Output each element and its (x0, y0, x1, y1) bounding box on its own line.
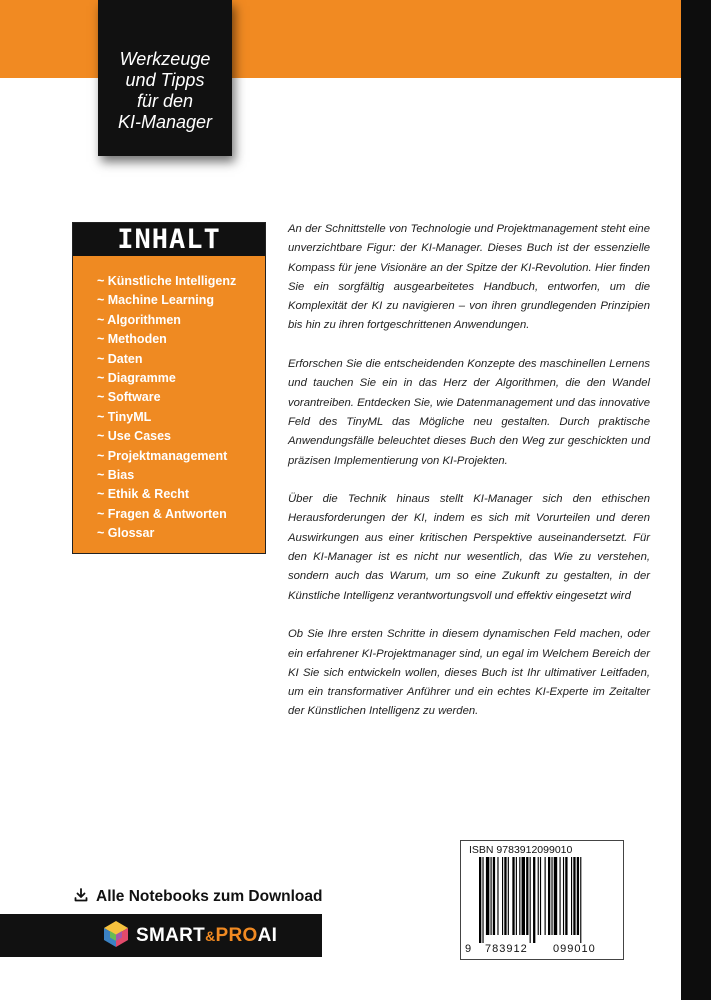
download-notice (74, 886, 322, 908)
cube-logo-icon (102, 920, 130, 953)
blurb-paragraph: An der Schnittstelle von Technologie und Projektmanagement steht eine unverzichtbare Figur: der KI-Manager. Dieses Buch ist der essenzielle Kompass für jene Visionäre an der Spitze der KI-Revolution. Hier finden Sie ein sorgfältig ausgearbeitetes Handbuch, entworfen, um die Komplexität der KI zu navigieren – von ihren grundlegenden Prinzipien bis hin zu ihren fortgeschrittenen Anwendungen. (288, 223, 650, 332)
barcode-bars (469, 857, 617, 943)
barcode-bar (512, 857, 514, 935)
barcode-bar (577, 857, 579, 935)
subtitle-line: KI-Manager (117, 112, 213, 132)
barcode-bar (493, 857, 495, 935)
barcode-bar (516, 857, 517, 935)
toc-item: ~ Use Cases (97, 429, 172, 444)
publisher-name-part: AI (257, 925, 278, 946)
barcode-bar (563, 857, 564, 935)
barcode-bar (482, 857, 483, 943)
barcode-bar (486, 857, 489, 935)
barcode-bar (504, 857, 506, 935)
barcode-bar (560, 857, 561, 935)
publisher-bar (0, 914, 322, 957)
barcode-bar (526, 857, 528, 935)
toc-item: ~ Bias (97, 467, 135, 482)
barcode-bar (540, 857, 541, 935)
barcode-bar (554, 857, 557, 935)
publisher-name (136, 925, 277, 947)
barcode-bar (502, 857, 503, 935)
toc-item: ~ Machine Learning (97, 293, 215, 308)
barcode-bar (497, 857, 498, 935)
publisher-name-part: SMART (136, 925, 206, 946)
barcode-bar (573, 857, 575, 935)
barcode-bar (571, 857, 572, 935)
toc-item: ~ Künstliche Intelligenz (97, 274, 237, 288)
spine-strip (681, 0, 711, 1000)
barcode-bar (551, 857, 552, 935)
subtitle-line: Werkzeuge (119, 49, 211, 69)
barcode-bar (508, 857, 509, 935)
toc-item: ~ Software (97, 390, 161, 405)
download-icon (74, 888, 88, 907)
barcode-bar (538, 857, 539, 935)
toc-item: ~ Algorithmen (97, 312, 181, 327)
barcode-bar (580, 857, 581, 943)
toc-item: ~ TinyML (97, 409, 152, 424)
toc-title: INHALT (73, 223, 265, 256)
isbn-barcode (460, 840, 624, 960)
blurb-paragraph: Ob Sie Ihre ersten Schritte in diesem dynamischen Feld machen, oder ein erfahrener KI-Projektmanager sind, un egal im Welchem Bereich der KI Sie sich entwickeln wollen, dieses Buch ist Ihr ultimativer Leitfaden, um ein transformativer Anführer und ein echtes KI-Experte im Zeitalter der Künstlichen Intelligenz zu werden. (288, 628, 650, 718)
isbn-label: ISBN 9783912099010 (469, 844, 573, 856)
barcode-bar (519, 857, 520, 935)
isbn-digits-left: 783912 (485, 943, 528, 955)
subtitle-line: und Tipps (125, 70, 205, 90)
barcode-bar (565, 857, 567, 935)
toc-item: ~ Ethik & Recht (97, 487, 190, 502)
toc-item: ~ Diagramme (97, 370, 176, 385)
barcode-bar (522, 857, 525, 935)
toc-list (73, 256, 265, 543)
barcode-bar (491, 857, 492, 935)
barcode-bar (545, 857, 546, 935)
toc-item: ~ Projektmanagement (97, 448, 228, 463)
blurb-paragraph: Über die Technik hinaus stellt KI-Manager sich den ethischen Herausforderungen der KI, indem es sich mit Vorurteilen und deren Auswirkungen aus einer kritischen Perspektive auseinandersetzt. Für den KI-Manager ist es nicht nur wesentlich, das Wie zu verstehen, sondern auch das Warum, um so eine Zukunft zu gestalten, in der Künstliche Intelligenz verantwortungsvoll und effektiv eingesetzt wird (288, 493, 650, 602)
table-of-contents (72, 222, 266, 554)
publisher-name-part: PRO (215, 925, 258, 946)
toc-item: ~ Methoden (97, 332, 167, 347)
publisher-logo (102, 922, 277, 950)
barcode-bar (530, 857, 531, 943)
blurb-paragraph: Erforschen Sie die entscheidenden Konzepte des maschinellen Lernens und tauchen Sie ein in das Herz der Algorithmen, die den Wandel vorantreiben. Entdecken Sie, wie Datenmanagement und das innovative Feld des TinyML das Mögliche neu gestalten. Durch praktische Anwendungsfälle beleuchtet dieses Buch den Weg zur geschickten und präzisen Implementierung von KI-Projekten. (288, 358, 650, 467)
isbn-digits-right: 099010 (553, 943, 596, 955)
barcode-bar (533, 857, 535, 943)
toc-item: ~ Fragen & Antworten (97, 506, 227, 521)
barcode-bar (479, 857, 481, 943)
barcode-bar (548, 857, 550, 935)
publisher-ampersand: & (205, 928, 216, 944)
toc-item: ~ Daten (97, 351, 143, 366)
subtitle-box (98, 0, 232, 156)
toc-item: ~ Glossar (97, 526, 155, 541)
subtitle-line: für den (136, 91, 194, 111)
isbn-digit-first: 9 (465, 943, 473, 955)
download-label: Alle Notebooks zum Download (96, 888, 323, 905)
blurb-text (288, 220, 650, 741)
